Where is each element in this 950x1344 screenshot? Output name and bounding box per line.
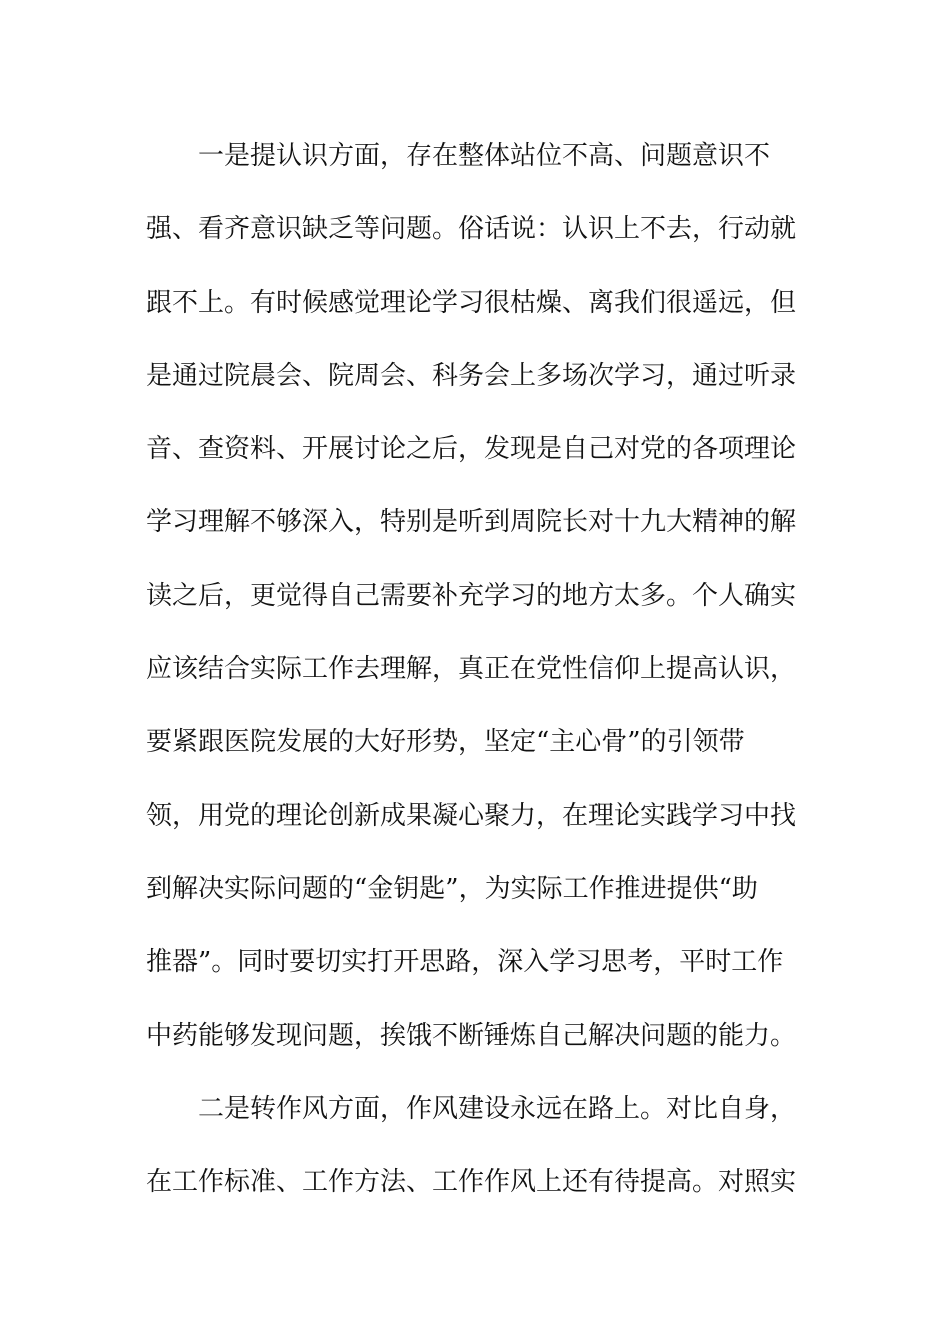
paragraph-1-line-2: 强、看齐意识缺乏等问题。俗话说：认识上不去，行动就 <box>146 214 797 245</box>
paragraph-1-line-12: 推器”。同时要切实打开思路，深入学习思考，平时工作 <box>146 947 784 978</box>
paragraph-1-line-1: 一是提认识方面，存在整体站位不高、问题意识不 <box>198 141 771 171</box>
paragraph-1-line-10: 领，用党的理论创新成果凝心聚力，在理论实践学习中找 <box>146 800 797 831</box>
paragraph-2-line-1: 二是转作风方面，作风建设永远在路上。对比自身， <box>198 1093 797 1124</box>
paragraph-1-line-4: 是通过院晨会、院周会、科务会上多场次学习，通过听录 <box>146 360 797 391</box>
paragraph-1-line-13: 中药能够发现问题，挨饿不断锤炼自己解决问题的能力。 <box>146 1020 797 1051</box>
paragraph-1-line-6: 学习理解不够深入，特别是听到周院长对十九大精神的解 <box>146 507 797 538</box>
paragraph-1-line-7: 读之后，更觉得自己需要补充学习的地方太多。个人确实 <box>146 580 797 611</box>
paragraph-1-line-9: 要紧跟医院发展的大好形势，坚定“主心骨”的引领带 <box>146 727 745 758</box>
paragraph-2-line-2: 在工作标准、工作方法、工作作风上还有待提高。对照实 <box>146 1167 797 1198</box>
document-body <box>146 120 796 1219</box>
paragraph-1-line-5: 音、查资料、开展讨论之后，发现是自己对党的各项理论 <box>146 434 797 465</box>
paragraph-1-line-3: 跟不上。有时候感觉理论学习很枯燥、离我们很遥远，但 <box>146 287 797 318</box>
paragraph-1-line-8: 应该结合实际工作去理解，真正在党性信仰上提高认识， <box>146 654 797 685</box>
paragraph-1-line-11: 到解决实际问题的“金钥匙”，为实际工作推进提供“助 <box>146 873 758 904</box>
